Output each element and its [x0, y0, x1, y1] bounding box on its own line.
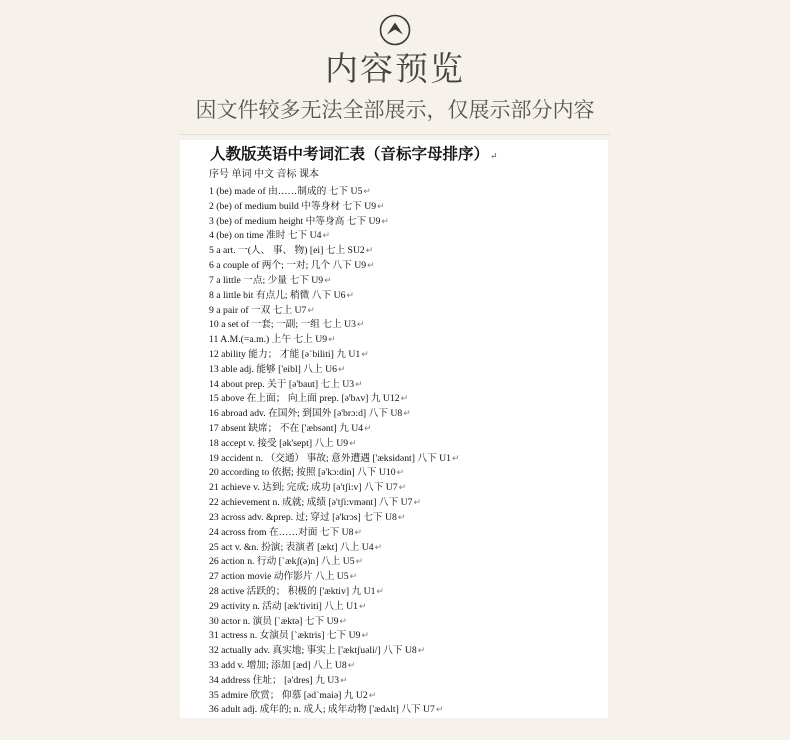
- paragraph-mark: ↵: [397, 511, 406, 522]
- entry-text: 10 a set of 一套; 一副; 一组 七上 U3: [209, 319, 356, 331]
- list-item: [209, 584, 460, 599]
- paragraph-mark: ↵: [417, 645, 426, 656]
- paragraph-mark: ↵: [381, 215, 389, 226]
- paragraph-mark: ↵: [355, 378, 363, 389]
- paragraph-mark: ↵: [490, 152, 498, 162]
- paragraph-mark: ↵: [340, 674, 348, 685]
- vocabulary-list: [209, 184, 460, 717]
- list-item: [209, 658, 460, 673]
- entry-text: 28 active 活跃的； 积极的 ['æktiv] 九 U1: [209, 585, 376, 597]
- entry-text: 2 (be) of medium build 中等身材 七下 U9: [209, 200, 377, 212]
- entry-text: 31 actress n. 女演员 [ˋæktris] 七下 U9: [209, 630, 361, 642]
- entry-text: 19 accident n. （交通） 事故; 意外遭遇 ['æksidənt] 八下 U1: [209, 452, 452, 464]
- list-item: [209, 599, 460, 614]
- paragraph-mark: ↵: [377, 200, 385, 211]
- entry-text: 16 abroad adv. 在国外; 到国外 [ə'brɔ:d] 八下 U8: [209, 408, 403, 420]
- entry-text: 5 a art. 一(人、 事、 物) [ei] 七上 SU2: [209, 245, 365, 257]
- list-item: [209, 391, 460, 406]
- paragraph-mark: ↵: [367, 260, 375, 271]
- paragraph-mark: ↵: [368, 689, 377, 700]
- list-item: [209, 569, 460, 584]
- list-item: [209, 688, 460, 703]
- list-item: [209, 273, 460, 288]
- paragraph-mark: ↵: [363, 186, 371, 196]
- paragraph-mark: ↵: [364, 423, 372, 433]
- paragraph-mark: ↵: [328, 334, 336, 345]
- paragraph-mark: ↵: [435, 704, 444, 715]
- list-item: [209, 214, 460, 229]
- list-item: [209, 184, 460, 199]
- paragraph-mark: ↵: [322, 230, 331, 241]
- paragraph-mark: ↵: [355, 556, 364, 567]
- entry-text: 3 (be) of medium height 中等身高 七下 U9: [209, 215, 381, 227]
- chevron-up-icon: [379, 14, 411, 46]
- entry-text: 21 achieve v. 达到; 完成; 成功 [ə'tʃi:v] 八下 U7: [209, 482, 398, 494]
- list-item: [209, 332, 460, 347]
- list-item: [209, 243, 460, 258]
- list-item: [209, 451, 460, 466]
- paragraph-mark: ↵: [337, 363, 346, 374]
- document-title: 人教版英语中考词汇表（音标字母排序）↵: [210, 144, 498, 163]
- paragraph-mark: ↵: [361, 348, 369, 359]
- list-item: [209, 362, 460, 377]
- entry-text: 13 able adj. 能够 ['eibl] 八上 U6: [209, 363, 337, 375]
- entry-text: 15 above 在上面； 向上面 prep. [ə'bʌv] 九 U12: [209, 393, 400, 405]
- entry-text: 8 a little bit 有点儿; 稍微 八下 U6: [209, 289, 346, 301]
- list-item: [209, 554, 460, 569]
- entry-text: 36 adult adj. 成年的; n. 成人; 成年动物 ['ædʌlt] 八下 U7: [209, 704, 435, 716]
- paragraph-mark: ↵: [347, 660, 356, 670]
- list-item: [209, 406, 460, 421]
- paragraph-mark: ↵: [398, 482, 407, 493]
- list-item: [209, 702, 460, 717]
- entry-text: 35 admire 欣赏； 仰慕 [ədˋmaiə] 九 U2: [209, 689, 368, 701]
- paragraph-mark: ↵: [400, 393, 409, 404]
- list-item: [209, 288, 460, 303]
- paragraph-mark: ↵: [346, 289, 354, 300]
- list-item: [209, 421, 460, 436]
- entry-text: 1 (be) made of 由……制成的 七下 U5: [209, 186, 363, 197]
- entry-text: 26 action n. 行动 [ˋækʃ(ə)n] 八上 U5: [209, 556, 355, 568]
- paragraph-mark: ↵: [339, 615, 347, 626]
- list-item: [209, 480, 460, 495]
- paragraph-mark: ↵: [396, 467, 405, 478]
- paragraph-mark: ↵: [376, 585, 384, 596]
- divider: [180, 134, 610, 135]
- list-item: [209, 258, 460, 273]
- paragraph-mark: ↵: [374, 541, 383, 552]
- paragraph-mark: ↵: [403, 408, 411, 419]
- paragraph-mark: ↵: [324, 274, 332, 285]
- paragraph-mark: ↵: [349, 571, 358, 582]
- list-item: [209, 643, 460, 658]
- paragraph-mark: ↵: [365, 245, 374, 256]
- list-item: [209, 317, 460, 332]
- column-header: 序号 单词 中文 音标 课本: [209, 169, 319, 180]
- entry-text: 18 accept v. 接受 [ək'sept] 八上 U9: [209, 437, 349, 449]
- list-item: [209, 377, 460, 392]
- entry-text: 25 act v. &n. 扮演; 表演者 [ækt] 八上 U4: [209, 541, 374, 553]
- list-item: [209, 303, 460, 318]
- paragraph-mark: ↵: [413, 497, 422, 508]
- entry-text: 6 a couple of 两个; 一对; 几个 八下 U9: [209, 260, 367, 272]
- entry-text: 14 about prep. 关于 [ə'baut] 七上 U3: [209, 378, 355, 390]
- entry-text: 4 (be) on time 准时 七下 U4: [209, 230, 322, 242]
- entry-text: 32 actually adv. 真实地; 事实上 ['æktʃuəli/] 八下 U8: [209, 645, 417, 657]
- list-item: [209, 673, 460, 688]
- entry-text: 7 a little 一点; 少量 七下 U9: [209, 274, 324, 286]
- list-item: [209, 628, 460, 643]
- entry-text: 11 A.M.(=a.m.) 上午 七上 U9: [209, 334, 328, 346]
- entry-text: 27 action movie 动作影片 八上 U5: [209, 571, 349, 583]
- entry-text: 9 a pair of 一双 七上 U7: [209, 304, 307, 316]
- page-subtitle: 因文件较多无法全部展示，仅展示部分内容: [195, 98, 595, 122]
- document-preview: [180, 140, 608, 718]
- paragraph-mark: ↵: [354, 526, 363, 537]
- list-item: [209, 525, 460, 540]
- list-item: [209, 228, 460, 243]
- entry-text: 33 add v. 增加; 添加 [æd] 八上 U8: [209, 660, 347, 671]
- list-item: [209, 436, 460, 451]
- list-item: [209, 199, 460, 214]
- entry-text: 22 achievement n. 成就; 成绩 [ə'tʃi:vmənt] 八下 U7: [209, 497, 413, 509]
- list-item: [209, 540, 460, 555]
- page-title: 内容预览: [325, 49, 465, 88]
- entry-text: 12 ability 能力； 才能 [ə`biliti] 九 U1: [209, 348, 361, 360]
- entry-text: 29 activity n. 活动 [æk'tiviti] 八上 U1: [209, 600, 358, 612]
- entry-text: 17 absent 缺席； 不在 ['æbsənt] 九 U4: [209, 423, 364, 434]
- list-item: [209, 465, 460, 480]
- list-item: [209, 614, 460, 629]
- paragraph-mark: ↵: [452, 452, 460, 463]
- paragraph-mark: ↵: [349, 437, 357, 448]
- paragraph-mark: ↵: [358, 600, 367, 611]
- entry-text: 30 actor n. 演员 [ˋæktə] 七下 U9: [209, 615, 339, 627]
- list-item: [209, 495, 460, 510]
- paragraph-mark: ↵: [356, 319, 365, 330]
- entry-text: 34 address 住址； [ə'dres] 九 U3: [209, 674, 340, 686]
- paragraph-mark: ↵: [307, 304, 315, 315]
- entry-text: 23 across adv. &prep. 过; 穿过 [ə'krɔs] 七下 U8: [209, 511, 397, 523]
- entry-text: 24 across from 在……对面 七下 U8: [209, 526, 354, 538]
- list-item: [209, 347, 460, 362]
- paragraph-mark: ↵: [361, 630, 370, 641]
- entry-text: 20 according to 依据; 按照 [ə'kɔ:din] 八下 U10: [209, 467, 396, 479]
- list-item: [209, 510, 460, 525]
